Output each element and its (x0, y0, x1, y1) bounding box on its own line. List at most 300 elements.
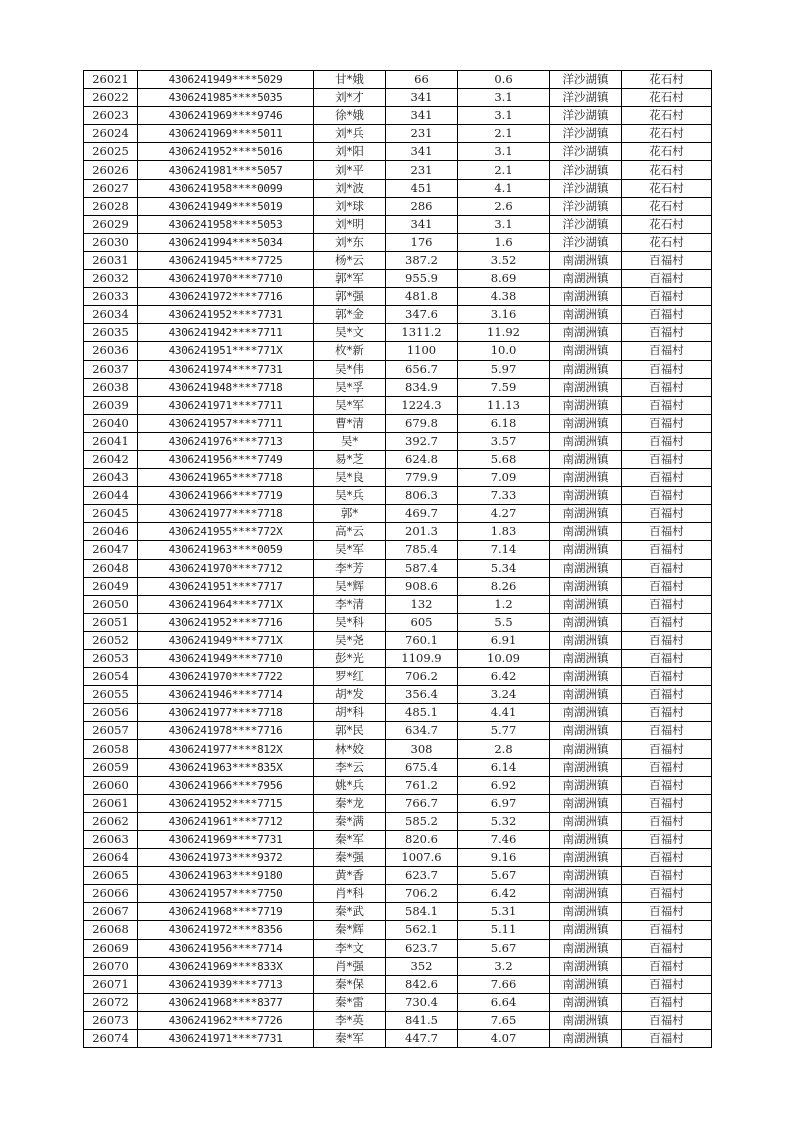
village-cell: 百福村 (622, 378, 712, 396)
table-row (84, 432, 712, 450)
area-cell: 6.97 (458, 794, 550, 812)
amount-cell: 1109.9 (386, 650, 458, 668)
row-number-cell: 26064 (84, 849, 138, 867)
town-cell: 南湖洲镇 (550, 360, 622, 378)
town-cell: 南湖洲镇 (550, 885, 622, 903)
table-row (84, 288, 712, 306)
amount-cell: 785.4 (386, 541, 458, 559)
village-cell: 百福村 (622, 1029, 712, 1047)
village-cell: 百福村 (622, 668, 712, 686)
row-number-cell: 26067 (84, 903, 138, 921)
village-cell: 百福村 (622, 505, 712, 523)
id-number-cell: 4306241952****5016 (138, 143, 314, 161)
town-cell: 洋沙湖镇 (550, 143, 622, 161)
amount-cell: 469.7 (386, 505, 458, 523)
amount-cell: 761.2 (386, 776, 458, 794)
village-cell: 百福村 (622, 849, 712, 867)
row-number-cell: 26066 (84, 885, 138, 903)
row-number-cell: 26045 (84, 505, 138, 523)
area-cell: 5.68 (458, 450, 550, 468)
area-cell: 6.91 (458, 631, 550, 649)
town-cell: 洋沙湖镇 (550, 161, 622, 179)
row-number-cell: 26050 (84, 595, 138, 613)
village-cell: 百福村 (622, 830, 712, 848)
area-cell: 6.42 (458, 668, 550, 686)
village-cell: 百福村 (622, 957, 712, 975)
row-number-cell: 26038 (84, 378, 138, 396)
id-number-cell: 4306241971****7731 (138, 1029, 314, 1047)
town-cell: 南湖洲镇 (550, 559, 622, 577)
amount-cell: 779.9 (386, 469, 458, 487)
row-number-cell: 26068 (84, 921, 138, 939)
town-cell: 南湖洲镇 (550, 993, 622, 1011)
town-cell: 南湖洲镇 (550, 1029, 622, 1047)
name-cell: 杨*云 (314, 251, 386, 269)
table-row (84, 595, 712, 613)
row-number-cell: 26052 (84, 631, 138, 649)
id-number-cell: 4306241952****7731 (138, 306, 314, 324)
village-cell: 百福村 (622, 450, 712, 468)
amount-cell: 834.9 (386, 378, 458, 396)
table-row (84, 71, 712, 89)
id-number-cell: 4306241949****5019 (138, 197, 314, 215)
area-cell: 0.6 (458, 71, 550, 89)
town-cell: 南湖洲镇 (550, 1011, 622, 1029)
table-row (84, 523, 712, 541)
town-cell: 南湖洲镇 (550, 469, 622, 487)
name-cell: 秦*强 (314, 849, 386, 867)
row-number-cell: 26021 (84, 71, 138, 89)
area-cell: 11.13 (458, 396, 550, 414)
id-number-cell: 4306241969****833X (138, 957, 314, 975)
table-row (84, 541, 712, 559)
area-cell: 7.14 (458, 541, 550, 559)
town-cell: 洋沙湖镇 (550, 125, 622, 143)
amount-cell: 1007.6 (386, 849, 458, 867)
name-cell: 郭* (314, 505, 386, 523)
row-number-cell: 26029 (84, 215, 138, 233)
area-cell: 3.2 (458, 957, 550, 975)
id-number-cell: 4306241973****9372 (138, 849, 314, 867)
amount-cell: 634.7 (386, 722, 458, 740)
row-number-cell: 26023 (84, 107, 138, 125)
name-cell: 刘*兵 (314, 125, 386, 143)
name-cell: 胡*科 (314, 704, 386, 722)
town-cell: 南湖洲镇 (550, 613, 622, 631)
table-row (84, 577, 712, 595)
table-row (84, 740, 712, 758)
area-cell: 5.32 (458, 812, 550, 830)
name-cell: 罗*红 (314, 668, 386, 686)
name-cell: 吴*军 (314, 396, 386, 414)
village-cell: 百福村 (622, 1011, 712, 1029)
area-cell: 2.1 (458, 161, 550, 179)
amount-cell: 706.2 (386, 668, 458, 686)
village-cell: 花石村 (622, 125, 712, 143)
town-cell: 南湖洲镇 (550, 867, 622, 885)
amount-cell: 201.3 (386, 523, 458, 541)
village-cell: 百福村 (622, 559, 712, 577)
name-cell: 胡*发 (314, 686, 386, 704)
name-cell: 吴*孚 (314, 378, 386, 396)
village-cell: 百福村 (622, 650, 712, 668)
amount-cell: 675.4 (386, 758, 458, 776)
amount-cell: 955.9 (386, 270, 458, 288)
table-row (84, 251, 712, 269)
town-cell: 南湖洲镇 (550, 650, 622, 668)
village-cell: 花石村 (622, 71, 712, 89)
area-cell: 5.34 (458, 559, 550, 577)
amount-cell: 841.5 (386, 1011, 458, 1029)
town-cell: 南湖洲镇 (550, 450, 622, 468)
row-number-cell: 26058 (84, 740, 138, 758)
table-row (84, 885, 712, 903)
id-number-cell: 4306241949****771X (138, 631, 314, 649)
village-cell: 花石村 (622, 233, 712, 251)
village-cell: 花石村 (622, 89, 712, 107)
id-number-cell: 4306241971****7711 (138, 396, 314, 414)
village-cell: 百福村 (622, 794, 712, 812)
table-row (84, 921, 712, 939)
amount-cell: 624.8 (386, 450, 458, 468)
area-cell: 3.1 (458, 143, 550, 161)
id-number-cell: 4306241963****0059 (138, 541, 314, 559)
table-row (84, 867, 712, 885)
row-number-cell: 26055 (84, 686, 138, 704)
village-cell: 百福村 (622, 251, 712, 269)
row-number-cell: 26032 (84, 270, 138, 288)
table-row (84, 360, 712, 378)
table-row (84, 396, 712, 414)
name-cell: 黄*香 (314, 867, 386, 885)
village-cell: 百福村 (622, 885, 712, 903)
town-cell: 洋沙湖镇 (550, 179, 622, 197)
area-cell: 3.16 (458, 306, 550, 324)
row-number-cell: 26047 (84, 541, 138, 559)
table-row (84, 758, 712, 776)
town-cell: 南湖洲镇 (550, 740, 622, 758)
amount-cell: 447.7 (386, 1029, 458, 1047)
table-row (84, 957, 712, 975)
table-row (84, 812, 712, 830)
table-row (84, 215, 712, 233)
area-cell: 6.42 (458, 885, 550, 903)
town-cell: 南湖洲镇 (550, 704, 622, 722)
table-row (84, 125, 712, 143)
id-number-cell: 4306241945****7725 (138, 251, 314, 269)
town-cell: 南湖洲镇 (550, 523, 622, 541)
row-number-cell: 26031 (84, 251, 138, 269)
amount-cell: 451 (386, 179, 458, 197)
village-cell: 百福村 (622, 921, 712, 939)
name-cell: 刘*明 (314, 215, 386, 233)
row-number-cell: 26049 (84, 577, 138, 595)
name-cell: 刘*平 (314, 161, 386, 179)
town-cell: 南湖洲镇 (550, 414, 622, 432)
name-cell: 秦*保 (314, 975, 386, 993)
name-cell: 秦*雷 (314, 993, 386, 1011)
town-cell: 南湖洲镇 (550, 487, 622, 505)
village-cell: 花石村 (622, 215, 712, 233)
village-cell: 百福村 (622, 270, 712, 288)
town-cell: 南湖洲镇 (550, 939, 622, 957)
row-number-cell: 26027 (84, 179, 138, 197)
area-cell: 1.6 (458, 233, 550, 251)
village-cell: 百福村 (622, 360, 712, 378)
row-number-cell: 26069 (84, 939, 138, 957)
id-number-cell: 4306241970****7712 (138, 559, 314, 577)
name-cell: 秦*满 (314, 812, 386, 830)
table-row (84, 686, 712, 704)
row-number-cell: 26061 (84, 794, 138, 812)
row-number-cell: 26059 (84, 758, 138, 776)
table-row (84, 450, 712, 468)
amount-cell: 562.1 (386, 921, 458, 939)
area-cell: 2.8 (458, 740, 550, 758)
town-cell: 洋沙湖镇 (550, 197, 622, 215)
area-cell: 10.09 (458, 650, 550, 668)
town-cell: 南湖洲镇 (550, 378, 622, 396)
town-cell: 南湖洲镇 (550, 577, 622, 595)
village-cell: 百福村 (622, 523, 712, 541)
row-number-cell: 26028 (84, 197, 138, 215)
table-row (84, 233, 712, 251)
table-row (84, 378, 712, 396)
id-number-cell: 4306241955****772X (138, 523, 314, 541)
area-cell: 6.92 (458, 776, 550, 794)
name-cell: 吴*伟 (314, 360, 386, 378)
table-row (84, 1011, 712, 1029)
id-number-cell: 4306241939****7713 (138, 975, 314, 993)
village-cell: 百福村 (622, 396, 712, 414)
town-cell: 南湖洲镇 (550, 776, 622, 794)
id-number-cell: 4306241942****7711 (138, 324, 314, 342)
amount-cell: 585.2 (386, 812, 458, 830)
town-cell: 南湖洲镇 (550, 812, 622, 830)
table-row (84, 613, 712, 631)
town-cell: 南湖洲镇 (550, 342, 622, 360)
village-cell: 百福村 (622, 487, 712, 505)
area-cell: 7.66 (458, 975, 550, 993)
amount-cell: 341 (386, 143, 458, 161)
name-cell: 吴*军 (314, 541, 386, 559)
row-number-cell: 26071 (84, 975, 138, 993)
table-row (84, 161, 712, 179)
id-number-cell: 4306241981****5057 (138, 161, 314, 179)
town-cell: 南湖洲镇 (550, 849, 622, 867)
id-number-cell: 4306241958****0099 (138, 179, 314, 197)
area-cell: 2.6 (458, 197, 550, 215)
id-number-cell: 4306241963****9180 (138, 867, 314, 885)
table-row (84, 179, 712, 197)
amount-cell: 908.6 (386, 577, 458, 595)
table-row (84, 89, 712, 107)
town-cell: 南湖洲镇 (550, 957, 622, 975)
area-cell: 3.1 (458, 215, 550, 233)
name-cell: 吴*兵 (314, 487, 386, 505)
name-cell: 彭*光 (314, 650, 386, 668)
name-cell: 刘*才 (314, 89, 386, 107)
name-cell: 郭*民 (314, 722, 386, 740)
id-number-cell: 4306241978****7716 (138, 722, 314, 740)
amount-cell: 341 (386, 89, 458, 107)
table-row (84, 939, 712, 957)
area-cell: 3.1 (458, 89, 550, 107)
village-cell: 百福村 (622, 306, 712, 324)
town-cell: 南湖洲镇 (550, 270, 622, 288)
name-cell: 吴*科 (314, 613, 386, 631)
row-number-cell: 26034 (84, 306, 138, 324)
row-number-cell: 26040 (84, 414, 138, 432)
table-row (84, 107, 712, 125)
amount-cell: 176 (386, 233, 458, 251)
name-cell: 郭*军 (314, 270, 386, 288)
town-cell: 南湖洲镇 (550, 505, 622, 523)
name-cell: 秦*龙 (314, 794, 386, 812)
amount-cell: 730.4 (386, 993, 458, 1011)
id-number-cell: 4306241970****7722 (138, 668, 314, 686)
amount-cell: 392.7 (386, 432, 458, 450)
id-number-cell: 4306241963****835X (138, 758, 314, 776)
table-row (84, 794, 712, 812)
table-row (84, 197, 712, 215)
id-number-cell: 4306241985****5035 (138, 89, 314, 107)
table-row (84, 993, 712, 1011)
row-number-cell: 26072 (84, 993, 138, 1011)
id-number-cell: 4306241972****7716 (138, 288, 314, 306)
amount-cell: 341 (386, 215, 458, 233)
village-cell: 百福村 (622, 577, 712, 595)
id-number-cell: 4306241976****7713 (138, 432, 314, 450)
name-cell: 秦*辉 (314, 921, 386, 939)
name-cell: 刘*波 (314, 179, 386, 197)
area-cell: 4.1 (458, 179, 550, 197)
area-cell: 9.16 (458, 849, 550, 867)
area-cell: 5.5 (458, 613, 550, 631)
row-number-cell: 26035 (84, 324, 138, 342)
town-cell: 南湖洲镇 (550, 722, 622, 740)
id-number-cell: 4306241968****8377 (138, 993, 314, 1011)
area-cell: 3.24 (458, 686, 550, 704)
name-cell: 吴*良 (314, 469, 386, 487)
amount-cell: 587.4 (386, 559, 458, 577)
area-cell: 3.1 (458, 107, 550, 125)
village-cell: 百福村 (622, 740, 712, 758)
table-row (84, 505, 712, 523)
town-cell: 南湖洲镇 (550, 251, 622, 269)
area-cell: 4.27 (458, 505, 550, 523)
row-number-cell: 26054 (84, 668, 138, 686)
name-cell: 李*芳 (314, 559, 386, 577)
id-number-cell: 4306241951****771X (138, 342, 314, 360)
town-cell: 南湖洲镇 (550, 758, 622, 776)
row-number-cell: 26062 (84, 812, 138, 830)
village-cell: 花石村 (622, 143, 712, 161)
area-cell: 5.67 (458, 939, 550, 957)
amount-cell: 656.7 (386, 360, 458, 378)
amount-cell: 356.4 (386, 686, 458, 704)
id-number-cell: 4306241957****7711 (138, 414, 314, 432)
id-number-cell: 4306241952****7715 (138, 794, 314, 812)
table-row (84, 650, 712, 668)
name-cell: 枚*新 (314, 342, 386, 360)
id-number-cell: 4306241957****7750 (138, 885, 314, 903)
row-number-cell: 26046 (84, 523, 138, 541)
amount-cell: 766.7 (386, 794, 458, 812)
village-cell: 百福村 (622, 722, 712, 740)
name-cell: 秦*军 (314, 830, 386, 848)
id-number-cell: 4306241969****9746 (138, 107, 314, 125)
village-cell: 百福村 (622, 342, 712, 360)
id-number-cell: 4306241951****7717 (138, 577, 314, 595)
name-cell: 林*姣 (314, 740, 386, 758)
name-cell: 吴*尧 (314, 631, 386, 649)
village-cell: 百福村 (622, 939, 712, 957)
row-number-cell: 26030 (84, 233, 138, 251)
id-number-cell: 4306241966****7956 (138, 776, 314, 794)
row-number-cell: 26057 (84, 722, 138, 740)
row-number-cell: 26065 (84, 867, 138, 885)
name-cell: 吴*辉 (314, 577, 386, 595)
town-cell: 南湖洲镇 (550, 595, 622, 613)
amount-cell: 584.1 (386, 903, 458, 921)
village-cell: 百福村 (622, 686, 712, 704)
village-cell: 百福村 (622, 867, 712, 885)
village-cell: 百福村 (622, 469, 712, 487)
row-number-cell: 26033 (84, 288, 138, 306)
name-cell: 李*英 (314, 1011, 386, 1029)
amount-cell: 341 (386, 107, 458, 125)
amount-cell: 1100 (386, 342, 458, 360)
town-cell: 洋沙湖镇 (550, 89, 622, 107)
row-number-cell: 26060 (84, 776, 138, 794)
id-number-cell: 4306241968****7719 (138, 903, 314, 921)
id-number-cell: 4306241948****7718 (138, 378, 314, 396)
village-cell: 花石村 (622, 107, 712, 125)
town-cell: 南湖洲镇 (550, 903, 622, 921)
amount-cell: 760.1 (386, 631, 458, 649)
name-cell: 郭*强 (314, 288, 386, 306)
amount-cell: 806.3 (386, 487, 458, 505)
name-cell: 曹*清 (314, 414, 386, 432)
amount-cell: 308 (386, 740, 458, 758)
name-cell: 秦*军 (314, 1029, 386, 1047)
row-number-cell: 26026 (84, 161, 138, 179)
id-number-cell: 4306241974****7731 (138, 360, 314, 378)
id-number-cell: 4306241946****7714 (138, 686, 314, 704)
row-number-cell: 26024 (84, 125, 138, 143)
area-cell: 4.41 (458, 704, 550, 722)
town-cell: 南湖洲镇 (550, 794, 622, 812)
row-number-cell: 26042 (84, 450, 138, 468)
id-number-cell: 4306241964****771X (138, 595, 314, 613)
name-cell: 徐*娥 (314, 107, 386, 125)
id-number-cell: 4306241977****7718 (138, 505, 314, 523)
amount-cell: 842.6 (386, 975, 458, 993)
area-cell: 8.26 (458, 577, 550, 595)
area-cell: 1.2 (458, 595, 550, 613)
name-cell: 刘*东 (314, 233, 386, 251)
area-cell: 7.46 (458, 830, 550, 848)
area-cell: 3.57 (458, 432, 550, 450)
amount-cell: 706.2 (386, 885, 458, 903)
amount-cell: 820.6 (386, 830, 458, 848)
table-row (84, 704, 712, 722)
row-number-cell: 26022 (84, 89, 138, 107)
town-cell: 南湖洲镇 (550, 324, 622, 342)
village-cell: 百福村 (622, 613, 712, 631)
amount-cell: 231 (386, 125, 458, 143)
